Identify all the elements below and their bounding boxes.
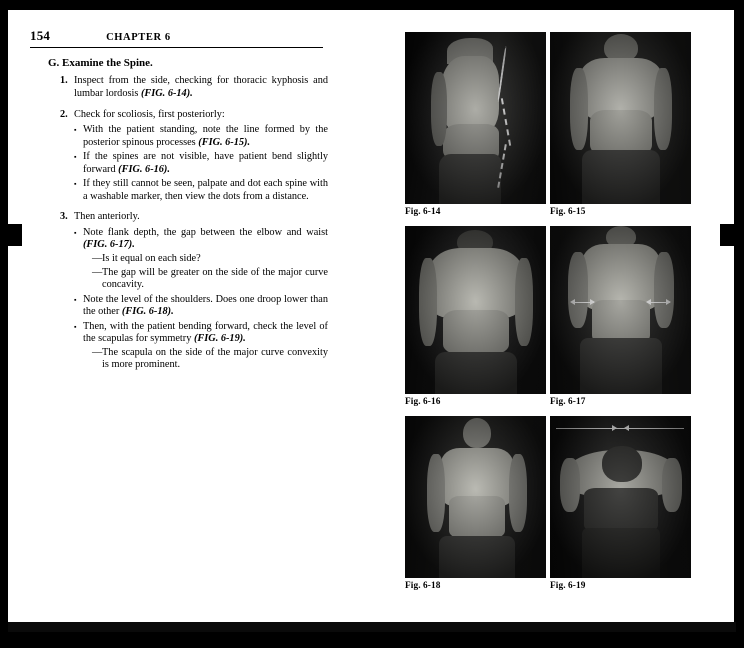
figure-caption: Fig. 6-19 bbox=[550, 581, 586, 591]
bullet-body bbox=[83, 321, 328, 372]
bullet-item bbox=[74, 321, 328, 372]
bullet-item bbox=[74, 151, 328, 176]
figure-row bbox=[405, 416, 691, 591]
figure-image-6-16 bbox=[405, 226, 546, 394]
section-letter: G. bbox=[48, 57, 60, 69]
bullet-body bbox=[83, 124, 328, 149]
figure-reference: (FIG. 6-19). bbox=[193, 333, 246, 345]
figure-image-6-18 bbox=[405, 416, 546, 578]
em-dash-marker: — bbox=[92, 252, 103, 264]
figure-reference: (FIG. 6-15). bbox=[198, 136, 251, 148]
list-body bbox=[74, 109, 328, 204]
figure-column bbox=[405, 32, 691, 600]
bullet-text: Note flank depth, the gap between the elbow and waist bbox=[83, 226, 328, 238]
scan-edge-bottom bbox=[0, 632, 744, 648]
figure-reference: (FIG. 6-14). bbox=[140, 87, 193, 99]
sub-item bbox=[92, 347, 328, 372]
figure-image-6-15 bbox=[550, 32, 691, 204]
bullet-text: Note the level of the shoulders. Does one droop lower than the other bbox=[83, 293, 328, 318]
page-header bbox=[30, 28, 323, 48]
figure-caption-row bbox=[405, 397, 691, 407]
figure-row bbox=[405, 32, 691, 217]
list-marker: 2. bbox=[60, 108, 68, 120]
em-dash-marker: — bbox=[92, 346, 103, 358]
list-item bbox=[60, 211, 328, 372]
sub-item-text: The gap will be greater on the side of the major curve concavity. bbox=[102, 266, 328, 291]
bullet-list bbox=[74, 124, 328, 203]
bullet-marker-icon: ▪ bbox=[74, 180, 77, 189]
bullet-item bbox=[74, 178, 328, 203]
running-head: CHAPTER 6 bbox=[106, 32, 171, 43]
bullet-text: If they still cannot be seen, palpate and dot each spine with a washable marker, then view the dots from a distance. bbox=[83, 178, 328, 202]
bullet-marker-icon: ▪ bbox=[74, 228, 77, 237]
sub-item-text: Is it equal on each side? bbox=[102, 252, 201, 264]
bullet-marker-icon: ▪ bbox=[74, 295, 77, 304]
figure-caption: Fig. 6-14 bbox=[405, 207, 441, 217]
list-text: Then anteriorly. bbox=[74, 211, 140, 223]
bullet-body bbox=[83, 294, 328, 319]
bullet-list bbox=[74, 227, 328, 372]
figure-reference: (FIG. 6-18). bbox=[121, 306, 174, 318]
bullet-text: Then, with the patient bending forward, check the level of the scapulas for symmetry bbox=[83, 320, 328, 345]
figure-row bbox=[405, 226, 691, 407]
scan-edge-right bbox=[734, 0, 744, 648]
em-dash-marker: — bbox=[92, 266, 103, 278]
list-item bbox=[60, 75, 328, 100]
figure-image-6-17 bbox=[550, 226, 691, 394]
scan-edge-left bbox=[0, 0, 8, 648]
figure-image-6-14 bbox=[405, 32, 546, 204]
bullet-body bbox=[83, 178, 328, 203]
figure-caption: Fig. 6-18 bbox=[405, 581, 441, 591]
bullet-marker-icon: ▪ bbox=[74, 153, 77, 162]
figure-caption: Fig. 6-17 bbox=[550, 397, 586, 407]
sub-item bbox=[92, 253, 328, 266]
list-marker: 3. bbox=[60, 211, 68, 223]
list-marker: 1. bbox=[60, 75, 68, 87]
sub-item bbox=[92, 267, 328, 292]
bullet-text: With the patient standing, note the line formed by the posterior spinous processes bbox=[83, 124, 328, 148]
bullet-marker-icon: ▪ bbox=[74, 126, 77, 135]
figure-caption-row bbox=[405, 581, 691, 591]
page-tab-left bbox=[0, 224, 22, 246]
section-title: Examine the Spine. bbox=[62, 57, 153, 69]
section-heading bbox=[48, 57, 330, 70]
bullet-item bbox=[74, 227, 328, 292]
bullet-item bbox=[74, 124, 328, 149]
list-body bbox=[74, 211, 328, 372]
sub-item-text: The scapula on the side of the major curve convexity is more prominent. bbox=[102, 346, 328, 371]
page-tab-right bbox=[720, 224, 744, 246]
bullet-body bbox=[83, 227, 328, 292]
section-examine-the-spine bbox=[30, 57, 330, 372]
figure-reference: (FIG. 6-16). bbox=[118, 163, 170, 175]
bullet-marker-icon: ▪ bbox=[74, 322, 77, 331]
bullet-text: If the spines are not visible, have patient bend slightly forward bbox=[83, 151, 328, 175]
list-item bbox=[60, 109, 328, 204]
list-body bbox=[74, 75, 328, 100]
page-number: 154 bbox=[30, 28, 51, 43]
text-column bbox=[30, 28, 330, 372]
scan-edge-inner-bottom bbox=[8, 622, 736, 632]
figure-caption: Fig. 6-15 bbox=[550, 207, 586, 217]
bullet-body bbox=[83, 151, 328, 176]
bullet-item bbox=[74, 294, 328, 319]
list-text: Inspect from the side, checking for thoracic kyphosis and lumbar lordosis bbox=[74, 75, 328, 99]
figure-reference: (FIG. 6-17). bbox=[83, 239, 135, 251]
figure-caption-row bbox=[405, 207, 691, 217]
figure-image-6-19 bbox=[550, 416, 691, 578]
list-text: Check for scoliosis, first posteriorly: bbox=[74, 108, 225, 120]
scan-edge-top bbox=[0, 0, 744, 10]
figure-caption: Fig. 6-16 bbox=[405, 397, 441, 407]
